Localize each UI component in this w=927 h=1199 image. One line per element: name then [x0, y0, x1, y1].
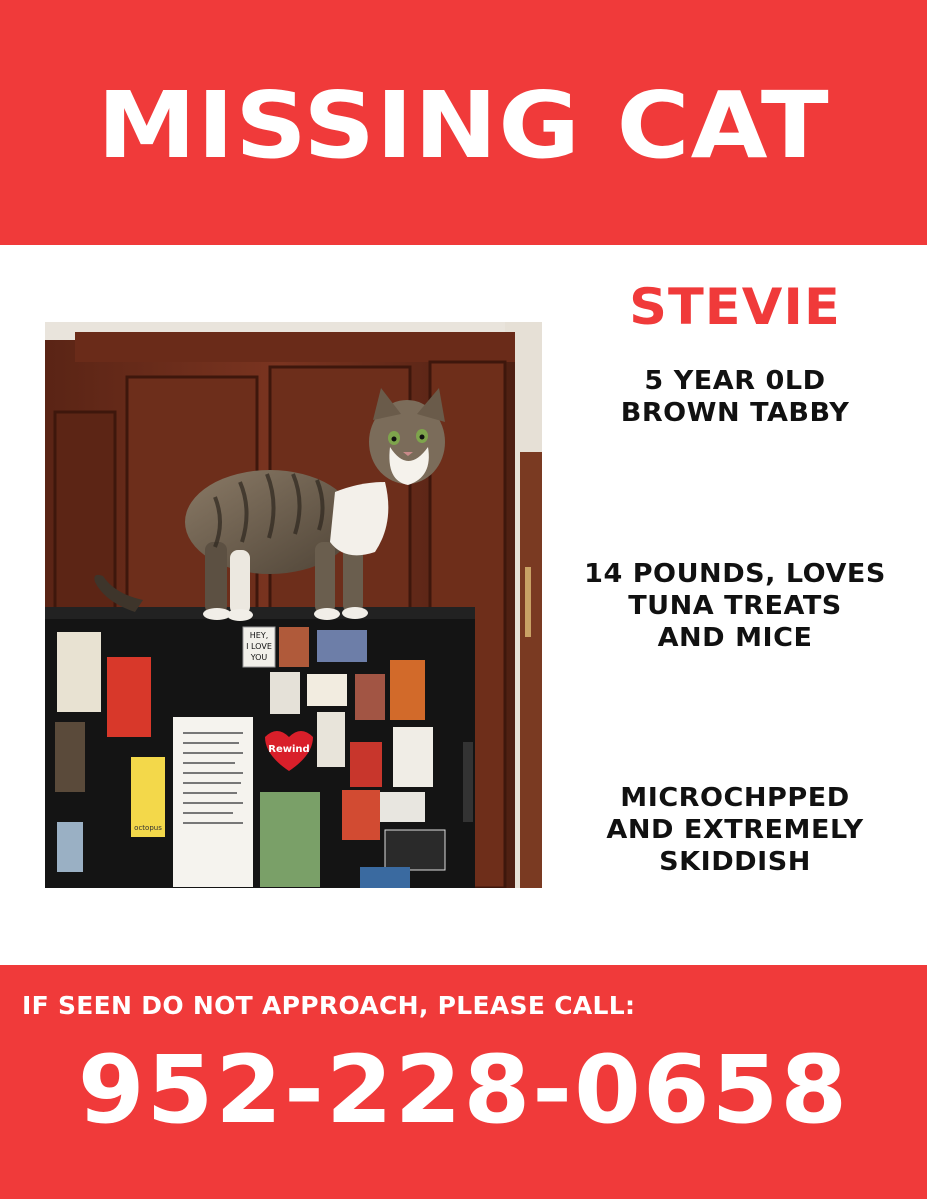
- fact-line: 14 POUNDS, LOVES: [584, 559, 886, 589]
- poster-title: MISSING CAT: [97, 72, 830, 179]
- phone-number[interactable]: 952-228-0658: [77, 1036, 850, 1145]
- cat-name: STEVIE: [629, 278, 841, 336]
- fact-line: TUNA TREATS: [628, 591, 842, 621]
- octopus-card-label: octopus: [134, 824, 162, 832]
- contact-instruction: IF SEEN DO NOT APPROACH, PLEASE CALL:: [22, 991, 636, 1020]
- fact-line: BROWN TABBY: [620, 398, 850, 428]
- fact-line: MICROCHPPED: [620, 783, 850, 813]
- cat-fact-weight-likes: [548, 558, 922, 654]
- cat-fact-age-breed: [548, 365, 922, 429]
- rewind-magnet-label: Rewind: [268, 744, 310, 755]
- fact-line: SKIDDISH: [659, 847, 811, 877]
- bottom-banner: [0, 965, 927, 1199]
- fridge-note-line-1: HEY,: [249, 631, 269, 640]
- cat-photo: [45, 322, 542, 888]
- fact-line: AND MICE: [657, 623, 813, 653]
- fridge-note-line-2: I LOVE: [246, 642, 272, 651]
- cat-on-fridge-illustration: [45, 322, 542, 888]
- fact-line: AND EXTREMELY: [606, 815, 864, 845]
- fridge-note-line-3: YOU: [250, 653, 268, 662]
- cat-fact-microchip-temperament: [548, 782, 922, 878]
- top-banner: [0, 0, 927, 245]
- fact-line: 5 YEAR 0LD: [644, 366, 826, 396]
